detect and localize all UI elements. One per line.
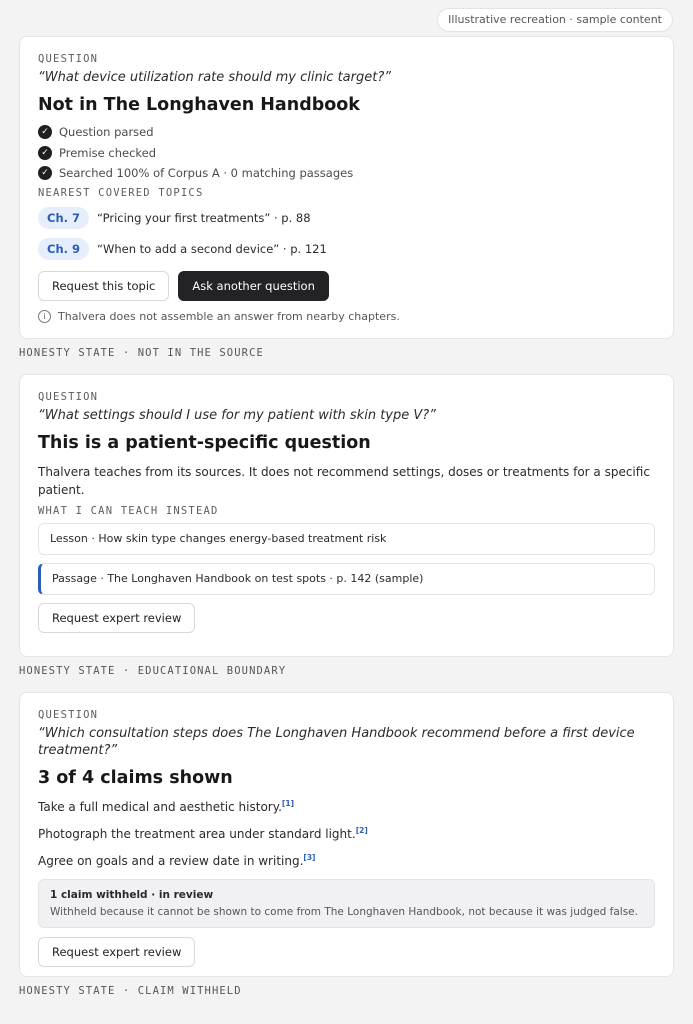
withheld-claim-box xyxy=(38,879,655,928)
question-eyebrow: QUESTION xyxy=(38,53,99,65)
citation-link[interactable]: [3] xyxy=(303,853,316,862)
educational-boundary-card xyxy=(19,374,674,657)
withheld-description: Withheld because it cannot be shown to come from The Longhaven Handbook, not because it was judged false. xyxy=(50,906,638,918)
answer-headline: Not in The Longhaven Handbook xyxy=(38,95,360,115)
request-expert-review-button[interactable]: Request expert review xyxy=(38,603,195,633)
request-topic-button[interactable]: Request this topic xyxy=(38,271,169,301)
claims-list xyxy=(38,792,655,873)
passage-link[interactable]: Passage · The Longhaven Handbook on test spots · p. 142 (sample) xyxy=(38,563,655,595)
claim-item: Agree on goals and a review date in writing.[3] xyxy=(38,853,316,868)
honesty-state-label: HONESTY STATE · NOT IN THE SOURCE xyxy=(19,347,264,359)
claim-item: Take a full medical and aesthetic history.[1] xyxy=(38,799,294,814)
check-icon: ✓ xyxy=(38,146,52,160)
check-item: ✓ Question parsed xyxy=(38,122,655,143)
assembly-note: i Thalvera does not assemble an answer from nearby chapters. xyxy=(38,310,655,323)
teach-instead-label: WHAT I CAN TEACH INSTEAD xyxy=(38,505,219,517)
not-in-source-card xyxy=(19,36,674,339)
lesson-link[interactable]: Lesson · How skin type changes energy-based treatment risk xyxy=(38,523,655,555)
request-expert-review-button[interactable]: Request expert review xyxy=(38,937,195,967)
question-eyebrow: QUESTION xyxy=(38,709,99,721)
question-text: “What device utilization rate should my clinic target?” xyxy=(38,70,391,85)
check-icon: ✓ xyxy=(38,125,52,139)
chapter-chip[interactable]: Ch. 7 xyxy=(38,207,89,229)
sample-content-badge: Illustrative recreation · sample content xyxy=(437,8,673,32)
topic-link[interactable]: Ch. 9 “When to add a second device” · p. 121 xyxy=(38,234,655,265)
info-icon: i xyxy=(38,310,51,323)
claim-withheld-card xyxy=(19,692,674,977)
boundary-explanation: Thalvera teaches from its sources. It does not recommend settings, doses or treatments for a specific patient. xyxy=(38,465,650,497)
honesty-state-label: HONESTY STATE · CLAIM WITHHELD xyxy=(19,985,242,997)
ask-another-button[interactable]: Ask another question xyxy=(178,271,329,301)
citation-link[interactable]: [2] xyxy=(355,826,368,835)
citation-link[interactable]: [1] xyxy=(281,799,294,808)
chapter-chip[interactable]: Ch. 9 xyxy=(38,238,89,260)
question-eyebrow: QUESTION xyxy=(38,391,99,403)
question-text: “Which consultation steps does The Longhaven Handbook recommend before a first device treatment?” xyxy=(38,726,635,758)
check-item: ✓ Searched 100% of Corpus A · 0 matching passages xyxy=(38,163,655,184)
answer-headline: 3 of 4 claims shown xyxy=(38,768,233,788)
answer-headline: This is a patient-specific question xyxy=(38,433,371,453)
claim-item: Photograph the treatment area under standard light.[2] xyxy=(38,826,368,841)
check-icon: ✓ xyxy=(38,166,52,180)
topic-link[interactable]: Ch. 7 “Pricing your first treatments” · p. 88 xyxy=(38,203,655,234)
withheld-title: 1 claim withheld · in review xyxy=(50,889,214,901)
question-text: “What settings should I use for my patient with skin type V?” xyxy=(38,408,436,423)
honesty-state-label: HONESTY STATE · EDUCATIONAL BOUNDARY xyxy=(19,665,287,677)
check-item: ✓ Premise checked xyxy=(38,143,655,164)
topics-label: NEAREST COVERED TOPICS xyxy=(38,186,204,199)
check-list xyxy=(38,122,655,184)
